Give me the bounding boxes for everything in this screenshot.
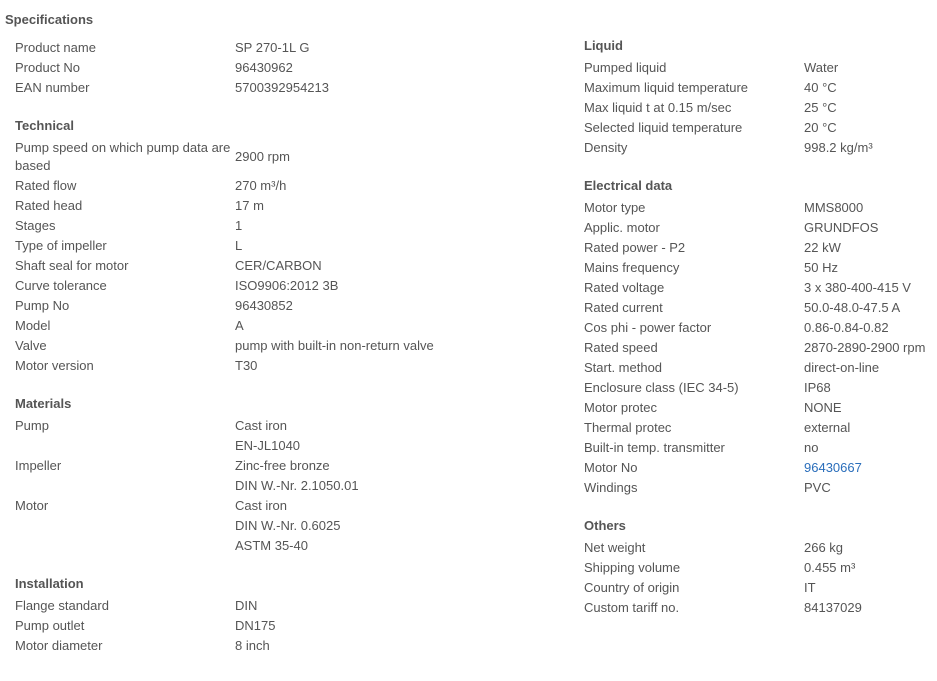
spec-label: Rated speed: [584, 340, 658, 355]
spec-row-curve-tolerance: [15, 276, 445, 296]
spec-section-materials: [15, 396, 445, 556]
spec-label: Motor diameter: [15, 638, 103, 653]
spec-row-ean-number: [15, 78, 445, 98]
spec-row-valve: [15, 336, 445, 356]
spec-label: Country of origin: [584, 580, 680, 595]
section-title: Materials: [15, 396, 72, 411]
section-title: Installation: [15, 576, 84, 591]
spec-row-rated-flow: [15, 176, 445, 196]
spec-value: [235, 138, 445, 176]
spec-row-product-no: [15, 58, 445, 78]
spec-value: [804, 98, 934, 118]
spec-label: Rated flow: [15, 178, 77, 193]
spec-label: Selected liquid temperature: [584, 120, 743, 135]
spec-row-custom-tariff-no: [584, 598, 934, 618]
spec-value: [804, 598, 934, 618]
spec-value: [804, 278, 934, 298]
spec-row-mains-frequency: [584, 258, 934, 278]
spec-label: Motor No: [584, 460, 638, 475]
spec-section-others: [584, 518, 934, 618]
spec-value-line: 2870-2890-2900 rpm: [804, 340, 926, 355]
spec-label: Motor type: [584, 200, 646, 215]
spec-row-rated-power-p2: [584, 238, 934, 258]
spec-value: [804, 318, 934, 338]
spec-section-installation: [15, 576, 445, 656]
spec-value-line: pump with built-in non-return valve: [235, 338, 434, 353]
spec-value: [235, 78, 445, 98]
spec-row-max-liquid-t-at-0-15-m-sec: [584, 98, 934, 118]
spec-value-line: GRUNDFOS: [804, 220, 879, 235]
spec-label: Start. method: [584, 360, 663, 375]
spec-value-line: no: [804, 440, 819, 455]
spec-label: Rated voltage: [584, 280, 665, 295]
spec-value: [804, 398, 934, 418]
spec-value-line: 1: [235, 218, 243, 233]
spec-value: [804, 118, 934, 138]
spec-value-line: Cast iron: [235, 498, 288, 513]
spec-value: [235, 216, 445, 236]
spec-label: Rated power - P2: [584, 240, 686, 255]
spec-value-line: 22 kW: [804, 240, 841, 255]
spec-row-motor: [15, 496, 445, 556]
spec-label: Mains frequency: [584, 260, 680, 275]
spec-value-line: 8 inch: [235, 638, 270, 653]
spec-value: [235, 176, 445, 196]
spec-value: [804, 298, 934, 318]
spec-row-built-in-temp-transmitter: [584, 438, 934, 458]
spec-value-line: DIN W.-Nr. 0.6025: [235, 518, 341, 533]
spec-row-motor-diameter: [15, 636, 445, 656]
spec-section-general: [15, 38, 445, 98]
spec-value: [235, 196, 445, 216]
spec-value-line: 998.2 kg/m³: [804, 140, 873, 155]
spec-row-motor-type: [584, 198, 934, 218]
spec-label: Rated current: [584, 300, 663, 315]
spec-row-model: [15, 316, 445, 336]
spec-value: [235, 596, 445, 616]
spec-value-line: ISO9906:2012 3B: [235, 278, 339, 293]
spec-value: [235, 336, 445, 356]
spec-value: [804, 578, 934, 598]
spec-value-line: T30: [235, 358, 258, 373]
spec-value: [804, 538, 934, 558]
spec-value-line: direct-on-line: [804, 360, 880, 375]
spec-row-density: [584, 138, 934, 158]
spec-row-pumped-liquid: [584, 58, 934, 78]
spec-section-technical: [15, 118, 445, 376]
spec-label: Pump: [15, 418, 49, 433]
spec-row-impeller: [15, 456, 445, 496]
spec-value-line: NONE: [804, 400, 842, 415]
spec-row-selected-liquid-temperature: [584, 118, 934, 138]
spec-value: [804, 198, 934, 218]
spec-row-pump-speed-on-which-pump-data-are-based: [15, 138, 445, 176]
spec-label: Applic. motor: [584, 220, 660, 235]
spec-value-line: SP 270-1L G: [235, 40, 310, 55]
spec-value-line: 96430852: [235, 298, 293, 313]
spec-value-line: PVC: [804, 480, 831, 495]
spec-label: Shaft seal for motor: [15, 258, 129, 273]
spec-value: [235, 276, 445, 296]
spec-value-line: 25 °C: [804, 100, 837, 115]
spec-row-windings: [584, 478, 934, 498]
spec-label: Product name: [15, 40, 96, 55]
spec-value-line: IP68: [804, 380, 831, 395]
spec-value-line: MMS8000: [804, 200, 864, 215]
spec-row-motor-no: [584, 458, 934, 478]
spec-value: [804, 558, 934, 578]
spec-row-rated-voltage: [584, 278, 934, 298]
spec-label: Maximum liquid temperature: [584, 80, 749, 95]
page-title: Specifications: [5, 12, 94, 27]
spec-value-line: 40 °C: [804, 80, 837, 95]
spec-row-rated-current: [584, 298, 934, 318]
spec-value: [235, 316, 445, 336]
spec-row-flange-standard: [15, 596, 445, 616]
spec-value: [235, 236, 445, 256]
section-title: Others: [584, 518, 626, 533]
section-title: Electrical data: [584, 178, 673, 193]
spec-value-line: ASTM 35-40: [235, 538, 308, 553]
spec-label: Type of impeller: [15, 238, 107, 253]
spec-label: Motor protec: [584, 400, 657, 415]
spec-value-line: 270 m³/h: [235, 178, 287, 193]
spec-value: [235, 416, 445, 456]
spec-value: [235, 496, 445, 556]
spec-value-line: Water: [804, 60, 839, 75]
spec-label: Pumped liquid: [584, 60, 667, 75]
spec-label: Cos phi - power factor: [584, 320, 712, 335]
spec-value-line: 96430962: [235, 60, 293, 75]
spec-value-line: 2900 rpm: [235, 149, 290, 164]
spec-row-cos-phi-power-factor: [584, 318, 934, 338]
spec-row-shaft-seal-for-motor: [15, 256, 445, 276]
spec-label: Max liquid t at 0.15 m/sec: [584, 100, 732, 115]
spec-label: Motor: [15, 498, 49, 513]
spec-label: Rated head: [15, 198, 83, 213]
spec-value: [235, 456, 445, 496]
spec-row-country-of-origin: [584, 578, 934, 598]
spec-row-stages: [15, 216, 445, 236]
spec-label: Valve: [15, 338, 47, 353]
spec-value-line: DN175: [235, 618, 276, 633]
spec-value-line: 5700392954213: [235, 80, 329, 95]
spec-value-line: 17 m: [235, 198, 264, 213]
spec-value-line: 50.0-48.0-47.5 A: [804, 300, 901, 315]
spec-value-line: EN-JL1040: [235, 438, 301, 453]
spec-value: [804, 218, 934, 238]
spec-value-line: A: [235, 318, 244, 333]
spec-label: Flange standard: [15, 598, 109, 613]
spec-row-net-weight: [584, 538, 934, 558]
spec-value: [235, 256, 445, 276]
spec-label: Model: [15, 318, 51, 333]
spec-value-line: DIN W.-Nr. 2.1050.01: [235, 478, 359, 493]
spec-row-start-method: [584, 358, 934, 378]
spec-label: Built-in temp. transmitter: [584, 440, 725, 455]
spec-value: [235, 296, 445, 316]
spec-value-line: 266 kg: [804, 540, 844, 555]
spec-row-pump-no: [15, 296, 445, 316]
spec-label: Curve tolerance: [15, 278, 107, 293]
spec-value: [804, 78, 934, 98]
spec-value: [804, 418, 934, 438]
spec-value: [804, 58, 934, 78]
spec-section-electrical-data: [584, 178, 934, 498]
spec-row-pump-outlet: [15, 616, 445, 636]
spec-value-line: IT: [804, 580, 816, 595]
spec-value-line: 20 °C: [804, 120, 837, 135]
spec-row-maximum-liquid-temperature: [584, 78, 934, 98]
spec-value: [235, 38, 445, 58]
spec-value-line: 3 x 380-400-415 V: [804, 280, 911, 295]
spec-value: [804, 238, 934, 258]
spec-value: [804, 258, 934, 278]
spec-value: [804, 458, 934, 478]
spec-value: [235, 636, 445, 656]
spec-value-line: 84137029: [804, 600, 862, 615]
specs-left-column: [15, 38, 445, 656]
specs-right-column: [584, 38, 934, 618]
spec-row-rated-speed: [584, 338, 934, 358]
spec-label: Density: [584, 140, 628, 155]
spec-label: Product No: [15, 60, 81, 75]
spec-label: Thermal protec: [584, 420, 672, 435]
spec-section-liquid: [584, 38, 934, 158]
spec-value: [235, 616, 445, 636]
spec-label: Windings: [584, 480, 638, 495]
spec-label: Motor version: [15, 358, 94, 373]
spec-label: EAN number: [15, 80, 90, 95]
spec-label: Pump No: [15, 298, 70, 313]
spec-row-shipping-volume: [584, 558, 934, 578]
spec-value-line: 0.86-0.84-0.82: [804, 320, 889, 335]
spec-value: [804, 438, 934, 458]
spec-value: [804, 378, 934, 398]
spec-value-line: DIN: [235, 598, 258, 613]
spec-value-line: 0.455 m³: [804, 560, 856, 575]
spec-value: [235, 356, 445, 376]
spec-label: Impeller: [15, 458, 62, 473]
spec-label: Net weight: [584, 540, 646, 555]
spec-value-line: 50 Hz: [804, 260, 838, 275]
section-title: Liquid: [584, 38, 623, 53]
spec-row-motor-version: [15, 356, 445, 376]
motor-no-link[interactable]: 96430667: [804, 460, 862, 475]
spec-value: [235, 58, 445, 78]
spec-value-line: Cast iron: [235, 418, 288, 433]
spec-row-enclosure-class-iec-34-5: [584, 378, 934, 398]
spec-value-line: CER/CARBON: [235, 258, 322, 273]
spec-value-line: external: [804, 420, 851, 435]
spec-label: Shipping volume: [584, 560, 681, 575]
spec-row-type-of-impeller: [15, 236, 445, 256]
spec-row-motor-protec: [584, 398, 934, 418]
spec-value-line: L: [235, 238, 243, 253]
spec-label: Pump speed on which pump data are based: [15, 140, 231, 173]
spec-label: Custom tariff no.: [584, 600, 680, 615]
spec-label: Pump outlet: [15, 618, 85, 633]
spec-value: [804, 138, 934, 158]
spec-value-line: Zinc-free bronze: [235, 458, 330, 473]
spec-row-product-name: [15, 38, 445, 58]
section-title: Technical: [15, 118, 75, 133]
spec-label: Enclosure class (IEC 34-5): [584, 380, 739, 395]
spec-value: [804, 338, 934, 358]
spec-row-applic-motor: [584, 218, 934, 238]
spec-label: Stages: [15, 218, 56, 233]
spec-row-pump: [15, 416, 445, 456]
spec-value: [804, 478, 934, 498]
spec-row-rated-head: [15, 196, 445, 216]
spec-value: [804, 358, 934, 378]
spec-row-thermal-protec: [584, 418, 934, 438]
